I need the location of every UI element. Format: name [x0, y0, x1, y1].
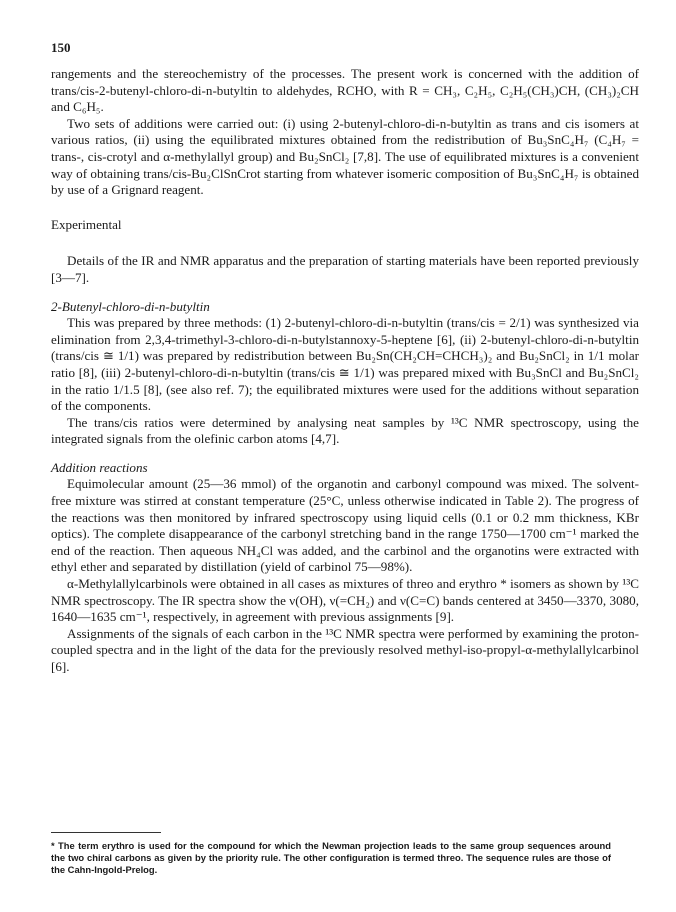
- subsection-title-butenyl: 2-Butenyl-chloro-di-n-butyltin: [51, 298, 210, 314]
- intro-paragraph-1: rangements and the stereochemistry of the processes. The present work is concerned with the addition of trans/cis-2-butenyl-chloro-di-n-butyltin to aldehydes, RCHO, with R = CH₃, C₂H₅, C₂H₅(CH₃)CH, (CH₃)₂CH and C₆H₅.: [51, 66, 639, 115]
- page-number: 150: [51, 40, 71, 55]
- addition-paragraph-3: Assignments of the signals of each carbon in the ¹³C NMR spectra were performed by examining the proton-coupled spectra and in the light of the data for the previously resolved methyl-iso-propyl-α-methylallylcarbinol [6].: [51, 625, 639, 674]
- intro-paragraph-2: Two sets of additions were carried out: (i) using 2-butenyl-chloro-di-n-butyltin as trans and cis isomers at various ratios, (ii) using the equilibrated mixtures obtained from the redistribution of Bu₃SnC₄H₇ (C₄H₇ = trans-, cis-crotyl and α-methylallyl group) and Bu₂SnCl₂ [7,8]. The use of equilibrated mixtures is a convenient way of obtaining trans/cis-Bu₂ClSnCrot starting from whatever isomeric composition of Bu₃SnC₄H₇ is obtained by use of a Grignard reagent.: [51, 115, 639, 198]
- addition-paragraph-2: α-Methylallylcarbinols were obtained in all cases as mixtures of threo and erythro * isomers as shown by ¹³C NMR spectroscopy. The IR spectra show the ν(OH), ν(=CH₂) and ν(C=C) bands centered at 3450—3370, 3080, 1640—1635 cm⁻¹, respectively, in agreement with previous assignments [9].: [51, 576, 639, 625]
- subsection-title-addition: Addition reactions: [51, 459, 148, 475]
- addition-paragraph-1: Equimolecular amount (25—36 mmol) of the organotin and carbonyl compound was mixed. The solvent-free mixture was stirred at constant temperature (25°C, unless otherwise indicated in Table 2). The progress of the reactions was then monitored by infrared spectroscopy using liquid cells (0.1 or 0.2 mm thickness, KBr optics). The complete disappearance of the carbonyl stretching band in the range 1750—1700 cm⁻¹ marked the end of the reaction. Then aqueous NH₄Cl was added, and the carbinol and the organotins were extracted with ethyl ether and separated by distillation (yield of carbinol 75—98%).: [51, 476, 639, 575]
- footnote-divider: [51, 832, 161, 833]
- footnote: * The term erythro is used for the compound for which the Newman projection leads to the same group sequences around the two chiral carbons as given by the priority rule. The other configuration is termed threo. The sequence rules are those of the Cahn-Ingold-Prelog.: [51, 840, 611, 875]
- section-heading-experimental: Experimental: [51, 216, 122, 232]
- body-text: [51, 66, 639, 676]
- butenyl-paragraph-2: The trans/cis ratios were determined by analysing neat samples by ¹³C NMR spectroscopy, using the integrated signals from the olefinic carbon atoms [4,7].: [51, 414, 639, 447]
- butenyl-paragraph-1: This was prepared by three methods: (1) 2-butenyl-chloro-di-n-butyltin (trans/cis = 2/1) was synthesized via elimination from 2,3,4-trimethyl-3-chloro-di-n-butylstannoxy-5-heptene [6], (ii) 2-butenyl-chloro-di-n-butyltin (trans/cis ≅ 1/1) was prepared by redistribution between Bu₂Sn(CH₂CH=CHCH₃)₂ and Bu₂SnCl₂ in 1/1 molar ratio [8], (iii) 2-butenyl-chloro-di-n-butyltin (trans/cis ≅ 1/1) was prepared mixed with Bu₃SnCl and Bu₂SnCl₂ in the ratio 1/1.5 [8], (see also ref. 7); the equilibrated mixtures were used for the additions without separation of the components.: [51, 315, 639, 414]
- experimental-paragraph-1: Details of the IR and NMR apparatus and the preparation of starting materials have been reported previously [3—7].: [51, 253, 639, 285]
